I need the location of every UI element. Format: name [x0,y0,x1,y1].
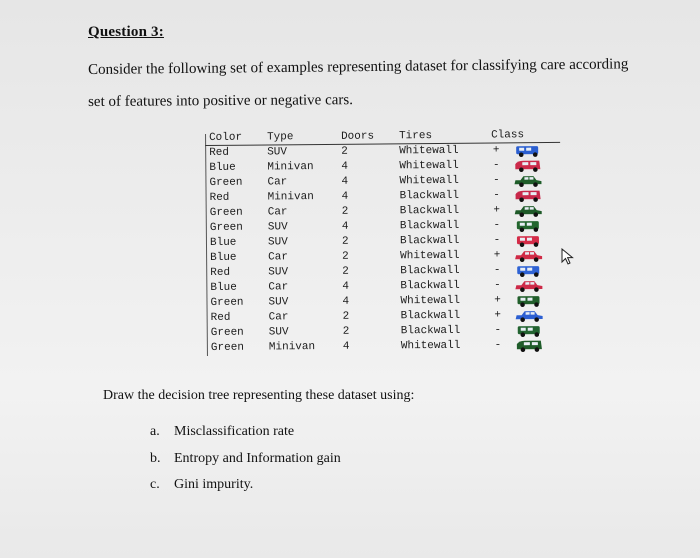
cell-class: - [493,219,501,232]
cell-doors: 4 [342,295,350,308]
cell-color: Red [209,191,230,204]
cell-color: Green [209,206,243,219]
cell-type: SUV [267,146,288,159]
suv-icon [513,144,543,157]
cell-tires: Whitewall [399,144,459,158]
cell-tires: Blackwall [400,324,461,338]
cell-tires: Blackwall [400,264,460,278]
header-class: Class [490,129,525,142]
cell-type: Car [268,311,289,324]
task-item-c [150,477,253,493]
cell-doors: 4 [341,160,348,173]
cell-color: Green [209,221,243,234]
cell-type: SUV [268,296,289,309]
cell-color: Green [209,176,243,189]
cell-doors: 2 [342,325,350,338]
cell-type: Car [267,206,288,219]
minivan-icon [515,339,545,352]
header-color: Color [209,131,243,144]
cell-class: - [493,234,501,247]
task-item-b [150,451,341,467]
suv-icon [514,219,544,232]
cell-type: Car [267,176,288,189]
cell-tires: Blackwall [399,234,460,248]
cell-tires: Whitewall [400,249,460,263]
cell-class: - [493,189,500,202]
cell-class: + [494,294,501,307]
cell-type: Minivan [267,191,314,204]
task-item-text: Entropy and Information gain [174,451,341,466]
car-icon [514,279,544,292]
car-icon [514,204,544,217]
cell-doors: 4 [341,220,349,233]
cell-class: - [494,339,502,352]
cell-class: - [492,159,500,172]
task-item-a [150,424,294,440]
cell-doors: 2 [341,235,349,248]
cell-class: - [493,174,500,187]
question-intro-line-1: Consider the following set of examples representing dataset for classifying care according [88,56,629,78]
car-icon [513,174,543,187]
cell-tires: Blackwall [399,204,460,218]
cell-color: Blue [210,251,237,264]
cell-color: Green [210,296,244,309]
cell-class: - [493,279,501,292]
cell-doors: 2 [341,205,349,218]
cell-doors: 4 [342,280,350,293]
cell-color: Blue [209,161,236,174]
cell-type: Minivan [267,161,314,174]
cell-type: SUV [268,266,289,279]
cell-tires: Whitewall [399,159,459,173]
cell-tires: Blackwall [399,189,460,203]
header-tires: Tires [399,130,433,143]
cell-type: SUV [267,236,288,249]
cell-color: Red [210,311,231,324]
cell-doors: 2 [342,310,350,323]
task-item-text: Misclassification rate [174,424,295,439]
car-icon [514,249,544,262]
task-item-label: c. [150,477,160,492]
cell-color: Blue [210,281,237,294]
cell-color: Red [209,146,230,159]
task-item-label: b. [150,451,161,466]
cell-tires: Blackwall [400,279,460,293]
minivan-icon [513,159,543,172]
cell-doors: 2 [342,250,349,263]
car-icon [515,309,545,322]
cell-tires: Whitewall [400,339,461,353]
cell-doors: 4 [341,175,349,188]
cell-color: Green [210,326,244,339]
cell-class: - [494,324,502,337]
dataset-table [205,128,560,354]
cell-color: Green [210,341,244,354]
cell-class: + [493,204,501,217]
cell-type: SUV [267,221,288,234]
cell-color: Blue [209,236,237,249]
cell-tires: Blackwall [399,219,460,233]
cell-class: + [494,309,501,322]
cell-doors: 4 [342,340,350,353]
cell-doors: 2 [341,145,348,158]
suv-icon [515,324,545,337]
cell-tires: Blackwall [400,309,461,323]
suv-icon [514,294,544,307]
cell-tires: Whitewall [399,174,459,188]
header-doors: Doors [341,130,375,143]
header-type: Type [267,131,294,144]
cell-type: Minivan [268,341,316,354]
task-item-label: a. [150,424,160,439]
minivan-icon [514,189,544,202]
cell-class: - [493,264,501,277]
cell-color: Red [210,266,231,279]
cell-doors: 2 [342,265,349,278]
cell-type: SUV [268,326,289,339]
task-item-text: Gini impurity. [174,477,254,492]
cell-class: + [492,144,500,157]
cell-doors: 4 [341,190,349,203]
task-intro: Draw the decision tree representing these dataset using: [103,388,415,403]
cell-tires: Whitewall [400,294,460,308]
question-title: Question 3: [88,24,164,40]
suv-icon [514,234,544,247]
cell-type: Car [268,281,289,294]
table-row [207,338,562,356]
mouse-cursor-icon [560,248,576,266]
question-intro-line-2: set of features into positive or negative cars. [88,92,354,110]
suv-icon [514,264,544,277]
cell-type: Car [268,251,288,264]
cell-class: + [493,249,501,262]
